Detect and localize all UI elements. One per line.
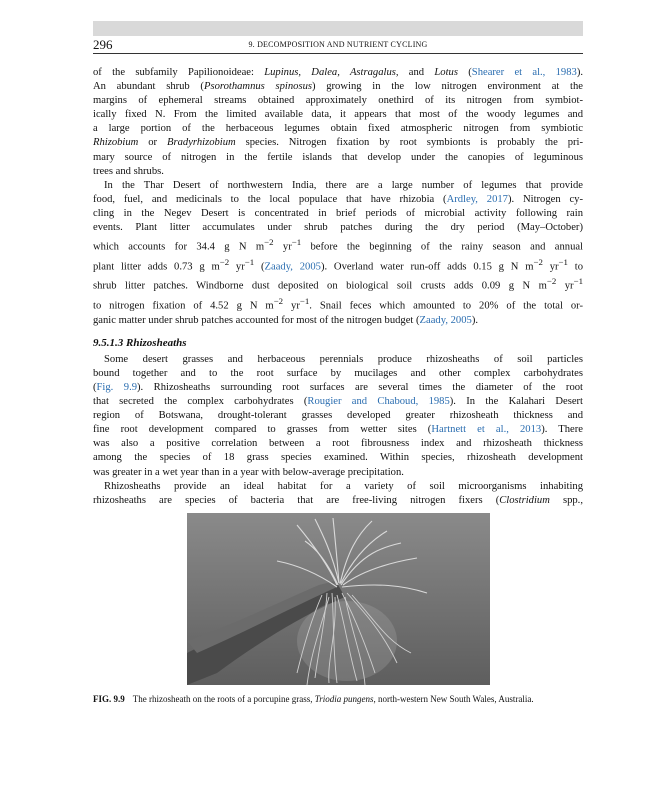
page-number: 296 <box>93 37 113 52</box>
text-run: was greater in a wet year than in a year with below-average precipitation. <box>93 466 404 478</box>
superscript: −2 <box>273 296 284 306</box>
text-line <box>93 255 583 275</box>
text-run: ). <box>471 314 478 326</box>
text-run: which accounts for 34.4 g N m <box>93 241 265 253</box>
text-line <box>93 480 583 494</box>
text-line <box>93 353 583 367</box>
text-line <box>93 395 583 409</box>
text-run: ). In the Kalahari Desert <box>449 396 583 408</box>
text-line <box>93 151 583 165</box>
text-line <box>93 80 583 94</box>
text-line <box>93 122 583 136</box>
text-run: ). Overland water run-off adds 0.15 g N m <box>320 261 534 273</box>
citation-link[interactable]: Ardley, 2017 <box>446 193 508 205</box>
body-text <box>93 66 583 508</box>
text-run: fine root development compared to grasses from wetter sites ( <box>93 424 432 436</box>
text-run: to nitrogen fixation of 4.52 g N m <box>93 300 274 312</box>
superscript: −1 <box>299 296 310 306</box>
text-run: yr <box>229 261 245 273</box>
superscript: −2 <box>219 256 230 267</box>
running-header <box>93 37 583 54</box>
text-line <box>93 179 583 193</box>
text-line <box>93 221 583 235</box>
citation-link[interactable]: Zaady, 2005 <box>264 261 321 273</box>
text-run: trees and shrubs. <box>93 165 164 177</box>
text-run: a large portion of the herbaceous legumes obtain fixed atmospheric nitrogen from symbiotic <box>93 123 583 135</box>
text-run: ically fixed N. From the limited available data, it appears that most of the woody legumes and <box>93 109 583 121</box>
text-line <box>93 165 583 179</box>
citation-link[interactable]: Hartnett et al., 2013 <box>431 424 542 436</box>
text-line <box>93 314 583 328</box>
figure-label: FIG. 9.9 <box>93 694 125 704</box>
text-run: margins of ephemeral streams obtained approximately onethird of its nitrogen from symbiot- <box>93 95 583 107</box>
text-run: food, fuel, and medicinals to the local populace that have rhizobia ( <box>93 193 447 205</box>
citation-link[interactable]: Zaady, 2005 <box>419 314 472 326</box>
text-run: shrub litter patches. Windborne dust deposited on biological soil crusts adds 0.09 g N m <box>93 280 547 292</box>
text-run: , north-western New South Wales, Australia. <box>373 694 534 704</box>
text-line <box>93 294 583 314</box>
header-band <box>93 21 583 36</box>
caption-text <box>133 694 534 704</box>
superscript: −2 <box>546 276 557 287</box>
text-line <box>93 136 583 150</box>
text-run: plant litter adds 0.73 g m <box>93 261 220 273</box>
citation-link[interactable]: Shearer et al., 1983 <box>471 67 577 78</box>
italic-text: Psorothamnus spinosus <box>203 81 312 93</box>
text-run: ( <box>254 261 265 273</box>
text-run: cling in the Negev Desert is concentrated in brief periods of microbial activity following rain <box>93 207 583 219</box>
text-line <box>93 423 583 437</box>
text-line <box>93 409 583 423</box>
text-run: yr <box>283 300 300 312</box>
italic-text: Rhizobium <box>93 137 139 149</box>
text-run: ) growing in the low nitrogen environment at the <box>312 81 583 93</box>
citation-link[interactable]: Rougier and Chaboud, 1985 <box>307 396 450 408</box>
text-run: ganic matter under shrub patches accounted for most of the nitrogen budget ( <box>93 314 420 326</box>
text-run: among the species of 18 grass species examined. Within species, rhizosheath development <box>93 452 583 464</box>
figure-caption <box>93 693 583 705</box>
rhizosheath-photo <box>187 513 490 685</box>
text-run: ). <box>576 67 583 78</box>
text-run: mary source of nitrogen in the fertile islands that develop under the canopies of leguminous <box>93 151 583 163</box>
superscript: −1 <box>244 256 255 267</box>
text-run: bound together and to the root surface by mucilages and other complex carbohydrates <box>93 367 583 379</box>
text-run: ). There <box>541 424 583 436</box>
italic-text: Bradyrhizobium <box>167 137 236 149</box>
text-run: species. Nitrogen fixation by root symbionts is probably the pri- <box>235 137 583 149</box>
chapter-title: 9. DECOMPOSITION AND NUTRIENT CYCLING <box>248 40 428 49</box>
text-run: ). Nitrogen cy- <box>507 193 583 205</box>
superscript: −2 <box>264 237 274 248</box>
text-line <box>93 235 583 255</box>
text-line <box>93 94 583 108</box>
text-run: yr <box>273 241 292 253</box>
text-run: ( <box>93 382 97 393</box>
section-gap <box>93 328 583 336</box>
text-run: The rhizosheath on the roots of a porcupine grass, <box>132 694 315 704</box>
text-line <box>93 66 583 80</box>
text-run: In the Thar Desert of northwestern India, there are a large number of legumes that provide <box>104 179 583 191</box>
text-line <box>93 451 583 465</box>
text-line <box>93 381 583 395</box>
text-line <box>93 108 583 122</box>
text-run: and <box>398 67 435 78</box>
text-line <box>93 466 583 480</box>
italic-text: Lotus <box>434 67 458 78</box>
superscript: −2 <box>533 256 543 267</box>
text-run: to <box>567 261 584 273</box>
text-run: Some desert grasses and herbaceous perennials produce rhizosheaths of soil particles <box>104 353 583 365</box>
text-run: that secreted the complex carbohydrates ( <box>93 396 308 408</box>
italic-text: Triodia pungens <box>314 694 374 704</box>
text-run: . Snail feces which amounted to 20% of the total or- <box>309 300 583 312</box>
text-line <box>93 437 583 451</box>
superscript: −1 <box>558 256 568 267</box>
text-run: An abundant shrub ( <box>93 81 204 93</box>
text-run: yr <box>556 280 574 292</box>
superscript: −1 <box>291 237 302 248</box>
superscript: −1 <box>573 276 583 287</box>
section-heading <box>93 336 583 350</box>
text-run: Rhizosheaths provide an ideal habitat for a variety of soil microorganisms inhabiting <box>104 480 583 492</box>
italic-text: Lupinus, Dalea, Astragalus, <box>264 67 399 78</box>
text-line <box>93 494 583 508</box>
text-run: events. Plant litter accumulates under shrub patches during the dry period (May–October) <box>93 222 583 234</box>
text-run: region of Botswana, drought-tolerant grasses developed greater rhizosheath thickness and <box>93 410 583 422</box>
text-line <box>93 274 583 294</box>
text-run: 9.5.1.3 Rhizosheaths <box>93 336 187 349</box>
text-run: was also a positive correlation between a root fibrousness index and rhizosheath thickness <box>93 438 583 450</box>
text-run: yr <box>542 261 559 273</box>
text-run: ( <box>457 67 472 78</box>
text-line <box>93 207 583 221</box>
text-run: of the subfamily Papilionoideae: <box>93 67 265 78</box>
text-run: ). Rhizosheaths surrounding root surfaces are several times the diameter of the root <box>137 382 583 393</box>
text-line <box>93 367 583 381</box>
citation-link[interactable]: Fig. 9.9 <box>96 382 138 393</box>
text-run: or <box>138 137 168 149</box>
italic-text: Clostridium <box>499 494 550 506</box>
text-run: spp., <box>549 494 583 506</box>
text-run: before the beginning of the rainy season and annual <box>301 241 584 253</box>
text-line <box>93 193 583 207</box>
text-run: rhizosheaths are species of bacteria that are free-living nitrogen fixers ( <box>93 494 500 506</box>
photo-illustration <box>187 513 490 685</box>
